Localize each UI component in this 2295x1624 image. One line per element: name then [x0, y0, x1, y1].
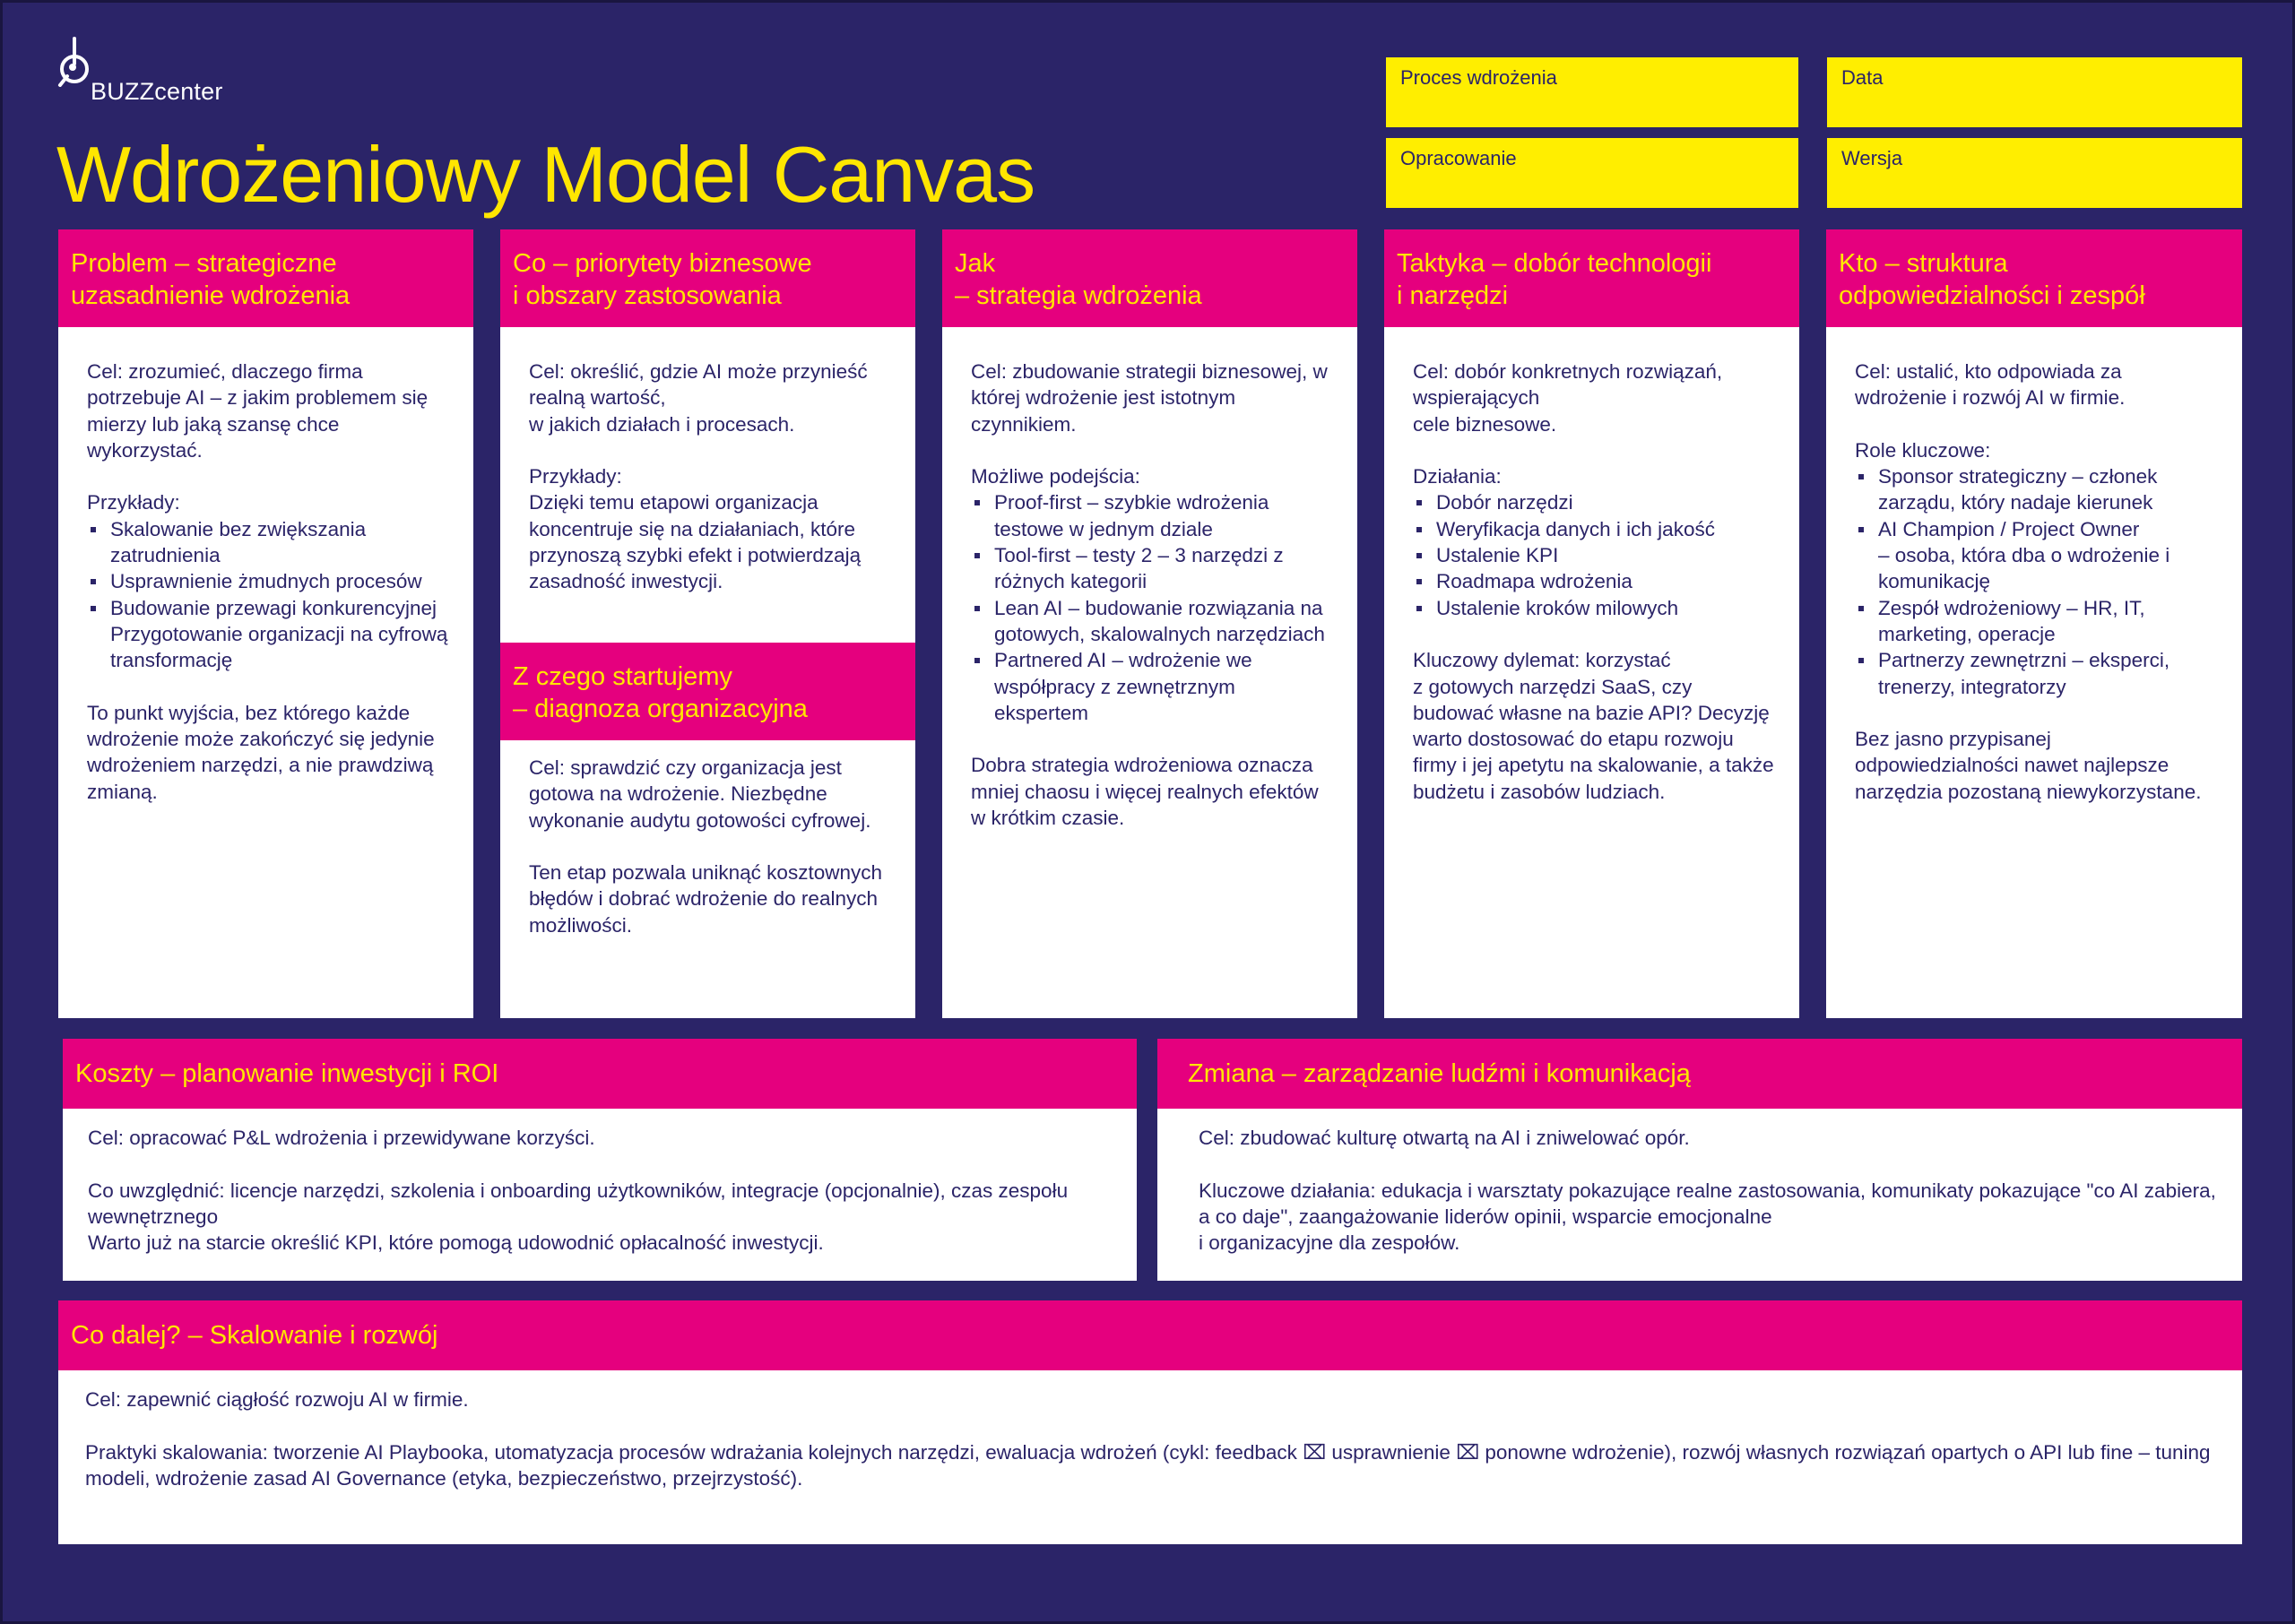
card-title-start: Z czego startujemy – diagnoza organizacyjna [500, 643, 915, 740]
goal-text: Cel: zbudować kulturę otwartą na AI i zniwelować opór. [1199, 1127, 1690, 1149]
card-title: Koszty – planowanie inwestycji i ROI [63, 1039, 1137, 1109]
note-text: Ten etap pozwala uniknąć kosztownych błędów i dobrać wdrożenie do realnych możliwości. [529, 861, 882, 937]
card-koszty [63, 1039, 1137, 1281]
page-title: Wdrożeniowy Model Canvas [56, 130, 1035, 219]
card-title: Co – priorytety biznesowe i obszary zastosowania [500, 229, 915, 327]
card-taktyka [1384, 229, 1799, 1018]
roles-label: Role kluczowe: [1855, 438, 1991, 462]
list-item: Roadmapa wdrożenia [1413, 568, 1776, 594]
approaches-list [971, 489, 1334, 726]
list-item: Skalowanie bez zwiększania zatrudnienia [87, 516, 450, 569]
goal-text: Cel: zapewnić ciągłość rozwoju AI w firmie. [85, 1388, 469, 1411]
note-text: Dobra strategia wdrożeniowa oznacza mniej chaosu i więcej realnych efektów w krótkim czasie. [971, 754, 1319, 830]
goal-text: Cel: określić, gdzie AI może przynieść realną wartość, w jakich działach i procesach. [529, 360, 868, 436]
note-text: Kluczowy dylemat: korzystać z gotowych narzędzi SaaS, czy budować własne na bazie API? Decyzję warto dostosować do etapu rozwoju firmy i jej apetytu na skalowanie, a także budżetu i zasobów ludziach. [1413, 649, 1774, 803]
card-title: Kto – struktura odpowiedzialności i zespół [1826, 229, 2242, 327]
list-item: Przygotowanie organizacji na cyfrową transformację [110, 622, 448, 672]
field-label: Data [1841, 66, 1884, 89]
list-item: Tool-first – testy 2 – 3 narzędzi z różnych kategorii [971, 542, 1334, 595]
card-title: Jak – strategia wdrożenia [942, 229, 1357, 327]
list-item: Budowanie przewagi konkurencyjnej [87, 595, 450, 621]
card-jak [942, 229, 1357, 1018]
list-item: Partnered AI – wdrożenie we współpracy z zewnętrznym ekspertem [971, 647, 1334, 726]
field-proces-wdrozenia[interactable] [1386, 57, 1798, 127]
brand-name: BUZZcenter [91, 78, 223, 105]
goal-text: Cel: zbudowanie strategii biznesowej, w której wdrożenie jest istotnym czynnikiem. [971, 360, 1328, 436]
actions-label: Działania: [1413, 465, 1502, 488]
card-title: Problem – strategiczne uzasadnienie wdrożenia [58, 229, 473, 327]
list-item: Partnerzy zewnętrzni – eksperci, trenerzy, integratorzy [1855, 647, 2219, 700]
list-item: Weryfikacja danych i ich jakość [1413, 516, 1776, 542]
card-body-start [500, 755, 915, 964]
field-label: Opracowanie [1400, 147, 1517, 169]
list-item: Lean AI – budowanie rozwiązania na gotowych, skalowalnych narzędziach [971, 595, 1334, 648]
field-wersja[interactable] [1827, 138, 2242, 208]
list-item: Dobór narzędzi [1413, 489, 1776, 515]
card-body [58, 1386, 2242, 1491]
consider-text: Co uwzględnić: licencje narzędzi, szkolenia i onboarding użytkowników, integracje (opcjonalnie), czas zespołu wewnętrznego [88, 1179, 1069, 1228]
list-item: Zespół wdrożeniowy – HR, IT, marketing, operacje [1855, 595, 2219, 648]
goal-text: Cel: zrozumieć, dlaczego firma potrzebuje AI – z jakim problemem się mierzy lub jaką szansę chce wykorzystać. [87, 360, 429, 462]
examples-text: Dzięki temu etapowi organizacja koncentruje się na działaniach, które przynoszą szybki efekt i potwierdzają zasadność inwestycji. [529, 491, 862, 593]
goal-text: Cel: ustalić, kto odpowiada za wdrożenie i rozwój AI w firmie. [1855, 360, 2126, 410]
card-body [1384, 358, 1799, 831]
card-title: Co dalej? – Skalowanie i rozwój [58, 1300, 2242, 1370]
field-label: Wersja [1841, 147, 1903, 169]
approaches-label: Możliwe podejścia: [971, 465, 1140, 488]
list-item: Ustalenie KPI [1413, 542, 1776, 568]
card-co-dalej [58, 1300, 2242, 1544]
field-data[interactable] [1827, 57, 2242, 127]
card-kto [1826, 229, 2242, 1018]
examples-label: Przykłady: [87, 491, 180, 514]
note-text: To punkt wyjścia, bez którego każde wdrożenie może zakończyć się jedynie wdrożeniem narzędzi, a nie prawdziwą zmianą. [87, 701, 435, 803]
examples-list [87, 516, 450, 674]
card-body [1826, 358, 2242, 831]
actions-text: Kluczowe działania: edukacja i warsztaty pokazujące realne zastosowania, komunikaty pokazujące "co AI zabiera, a co daje", zaangażowanie liderów opinii, wsparcie emocjonalne i organizacyjne dla zespołów. [1199, 1179, 2216, 1255]
examples-label: Przykłady: [529, 465, 622, 488]
card-co [500, 229, 915, 1018]
list-item: AI Champion / Project Owner – osoba, która dba o wdrożenie i komunikację [1855, 516, 2219, 595]
kpi-text: Warto już na starcie określić KPI, które pomogą udowodnić opłacalność inwestycji. [88, 1231, 824, 1255]
buzzcenter-logo [55, 33, 252, 114]
roles-list [1855, 463, 2219, 700]
list-item: Ustalenie kroków milowych [1413, 595, 1776, 621]
field-label: Proces wdrożenia [1400, 66, 1557, 89]
card-zmiana [1157, 1039, 2242, 1281]
list-item: Sponsor strategiczny – członek zarządu, który nadaje kierunek [1855, 463, 2219, 516]
actions-list [1413, 489, 1776, 620]
card-problem [58, 229, 473, 1018]
card-body [58, 358, 473, 831]
card-body [63, 1125, 1137, 1256]
card-body [942, 358, 1357, 858]
card-title: Taktyka – dobór technologii i narzędzi [1384, 229, 1799, 327]
goal-text: Cel: opracować P&L wdrożenia i przewidywane korzyści. [88, 1127, 595, 1149]
list-item: Usprawnienie żmudnych procesów [87, 568, 450, 594]
practices-text: Praktyki skalowania: tworzenie AI Playbooka, utomatyzacja procesów wdrażania kolejnych narzędzi, ewaluacja wdrożeń (cykl: feedback ⌧ usprawnienie ⌧ ponowne wdrożenie), rozwój własnych rozwiązań opartych o API lub fine – tuning modeli, wdrożenie zasad AI Governance (etyka, bezpieczeństwo, przejrzystość). [85, 1440, 2211, 1490]
card-body [1157, 1125, 2242, 1256]
card-title: Zmiana – zarządzanie ludźmi i komunikacją [1157, 1039, 2242, 1109]
goal-text: Cel: sprawdzić czy organizacja jest gotowa na wdrożenie. Niezbędne wykonanie audytu gotowości cyfrowej. [529, 756, 871, 832]
note-text: Bez jasno przypisanej odpowiedzialności nawet najlepsze narzędzia pozostaną niewykorzystane. [1855, 728, 2202, 803]
goal-text: Cel: dobór konkretnych rozwiązań, wspierających cele biznesowe. [1413, 360, 1723, 436]
list-item: Proof-first – szybkie wdrożenia testowe w jednym dziale [971, 489, 1334, 542]
field-opracowanie[interactable] [1386, 138, 1798, 208]
card-body [500, 358, 915, 621]
